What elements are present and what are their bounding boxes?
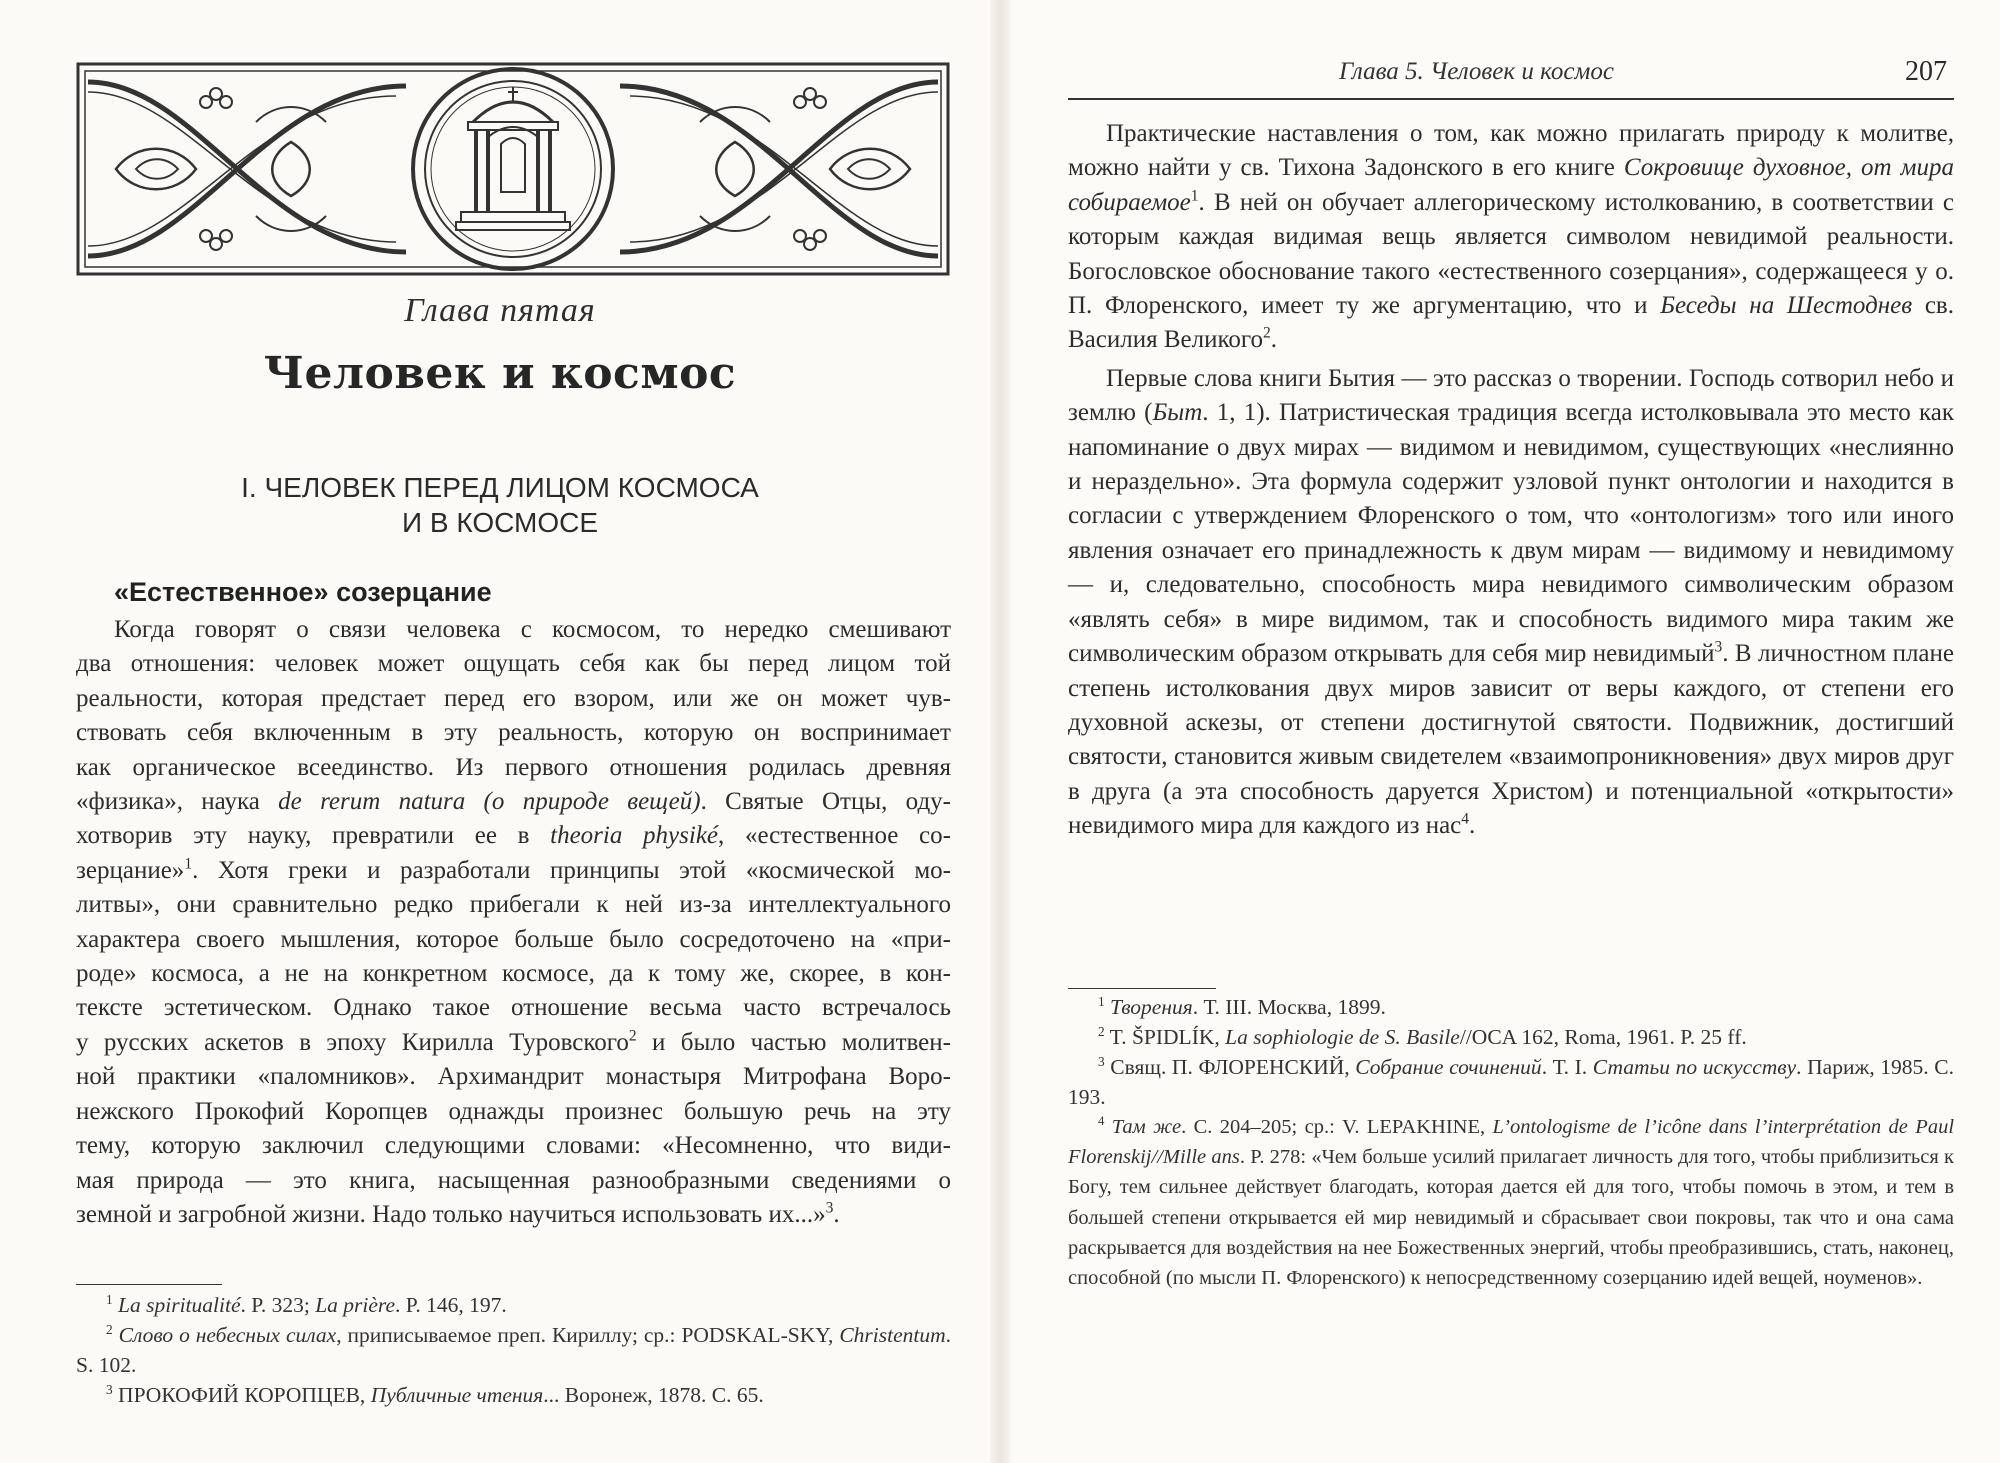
text-line: нежского Прокофий Коропцев однажды произнес большую речь на эту: [76, 1097, 951, 1125]
section-heading: [0, 470, 1000, 540]
paragraph: Первые слова книги Бытия — это рассказ о творении. Господь сотворил небо и землю (Быт. 1, 1). Патристическая традиция всегда истолковывала это место как напоминание о двух мирах — видимом и невидимом, существующих «неслиянно и нераздельно». Эта формула содержит узловой пункт онтологии и находится в согласии с утверждением Флоренского о том, что «онтологизм» того или иного явления означает его принадлежность к двум мирам — видимому и невидимому — и, следовательно, способность мира невидимого символическим образом «являть себя» в мире видимом, так и способность видимого мира таким же символическим образом открывать для себя мир невидимый$^3$. В личностном плане степень истолкования двух миров зависит от веры каждого, от степени его духовной аскезы, от степени достигнутой святости. Подвижник, достигший святости, становится живым свидетелем «взаимопроникновения» двух миров друг в друга (а эта способность даруется Христом) и потенциальной «открытости» невидимого мира для каждого из нас$^4$.: [1068, 364, 1954, 840]
left-body-text: [76, 613, 951, 1232]
text-line: литвы», они сравнительно редко прибегали к ней из-за интеллектуального: [76, 891, 951, 919]
text-line: «физика», наука de rerum natura (о природе вещей). Святые Отцы, оду-: [76, 788, 952, 816]
subheading: «Естественное» созерцание: [114, 577, 492, 607]
footnote: $^1$ La spiritualité. P. 323; La prière. P. 146, 197.: [106, 1291, 507, 1317]
running-head: Глава 5. Человек и космос: [1339, 58, 1614, 85]
text-line: характера своего мышления, которое больше было сосредоточено на «при-: [76, 925, 951, 953]
book-gutter: [990, 0, 1010, 1463]
footnote-divider: [76, 1284, 222, 1285]
paragraph: Практические наставления о том, как можно прилагать природу к молитве, можно найти у св. Тихона Задонского в его книге Сокровище духовное, от мира собираемое$^1$. В ней он обучает аллегорическому истолкованию, в соответствии с которым каждая видимая вещь является символом невидимой реальности. Богословское обоснование такого «естественного созерцания», содержащееся у о. П. Флоренского, имеет ту же аргументацию, что и Беседы на Шестоднев св. Василия Великого$^2$.: [1068, 120, 1954, 354]
chapter-title: Человек и космос: [263, 348, 737, 399]
section-heading-line2: И В КОСМОСЕ: [401, 507, 599, 538]
right-footnotes: [1068, 992, 1954, 1293]
text-line: у русских аскетов в эпоху Кирилла Туровского$^2$ и было частью молитвен-: [76, 1027, 951, 1056]
footnote: $^2$ Слово о небесных силах, приписываемое преп. Кириллу; ср.: PODSKAL-SKY, Christentum. S. 102.: [76, 1321, 952, 1377]
text-line: мая природа — это книга, насыщенная разнообразными сведениями о: [76, 1166, 951, 1194]
section-heading-line1: I. ЧЕЛОВЕК ПЕРЕД ЛИЦОМ КОСМОСА: [241, 472, 759, 503]
text-line: роде» космоса, а не на конкретном космосе, да к тому же, скорее, в кон-: [76, 960, 951, 988]
footnote: $^3$ ПРОКОФИЙ КОРОПЦЕВ, Публичные чтения... Воронеж, 1878. С. 65.: [106, 1381, 764, 1407]
text-line: зерцание»$^1$. Хотя греки и разработали принципы этой «космической мо-: [76, 855, 951, 884]
left-footnotes: [76, 1290, 951, 1410]
text-line: ной практики «паломников». Архимандрит монастыря Митрофана Воро-: [76, 1063, 951, 1091]
chapter-ornament-icon: [76, 62, 950, 276]
footnote: $^3$ Свящ. П. ФЛОРЕНСКИЙ, Собрание сочинений. Т. I. Статьи по искусству. Париж, 1985. С. 193.: [1068, 1053, 1955, 1109]
footnote: $^2$ T. ŠPIDLÍK, La sophiologie de S. Basile//OCA 162, Roma, 1961. P. 25 ff.: [1098, 1023, 1747, 1049]
text-line: Когда говорят о связи человека с космосом, то нередко смешивают: [114, 616, 951, 643]
text-line: как органическое всеединство. Из первого отношения родилась древняя: [76, 753, 951, 781]
text-line: ствовать себя включенным в эту реальность, которую он воспринимает: [76, 719, 951, 747]
footnote: $^1$ Творения. Т. III. Москва, 1899.: [1098, 993, 1386, 1019]
text-line: тексте эстетическом. Однако такое отношение весьма часто встречалось: [76, 994, 951, 1022]
text-line: хотворив эту науку, превратили ее в theoria physiké, «естественное со-: [76, 822, 951, 850]
chapter-label: Глава пятая: [404, 292, 596, 329]
text-line: земной и загробной жизни. Надо только научиться использовать их...»$^3$.: [76, 1199, 840, 1228]
right-body-text: [1068, 117, 1954, 844]
text-line: тему, которую заключил следующими словами: «Несомненно, что види-: [76, 1132, 951, 1160]
footnote-divider: [1068, 988, 1216, 989]
footnote: $^4$ Там же. С. 204–205; ср.: V. LEPAKHINE, L’ontologisme de l’icône dans l’interprétation de Paul Florenskij//Mille ans. P. 278: «Чем больше усилий прилагает личность для того, чтобы приблизиться к Богу, тем сильнее действует благодать, которая дается ей для того, чтобы помочь в этом, и тем в большей степени открывается ей мир невидимый и сбрасывает свои покровы, так что и она сама раскрывается для воздействия на нее Божественных энергий, чтобы преобразившись, стать, наконец, способной (по мысли П. Флоренского) к непосредственному созерцанию идей вещей, ноуменов».: [1068, 1114, 1955, 1290]
text-line: два отношения: человек может ощущать себя как бы перед лицом той: [76, 650, 951, 678]
page-number: 207: [1905, 56, 1947, 87]
text-line: реальности, которая предстает перед его взором, или же он может чув-: [76, 684, 951, 712]
header-rule: [1068, 98, 1954, 100]
